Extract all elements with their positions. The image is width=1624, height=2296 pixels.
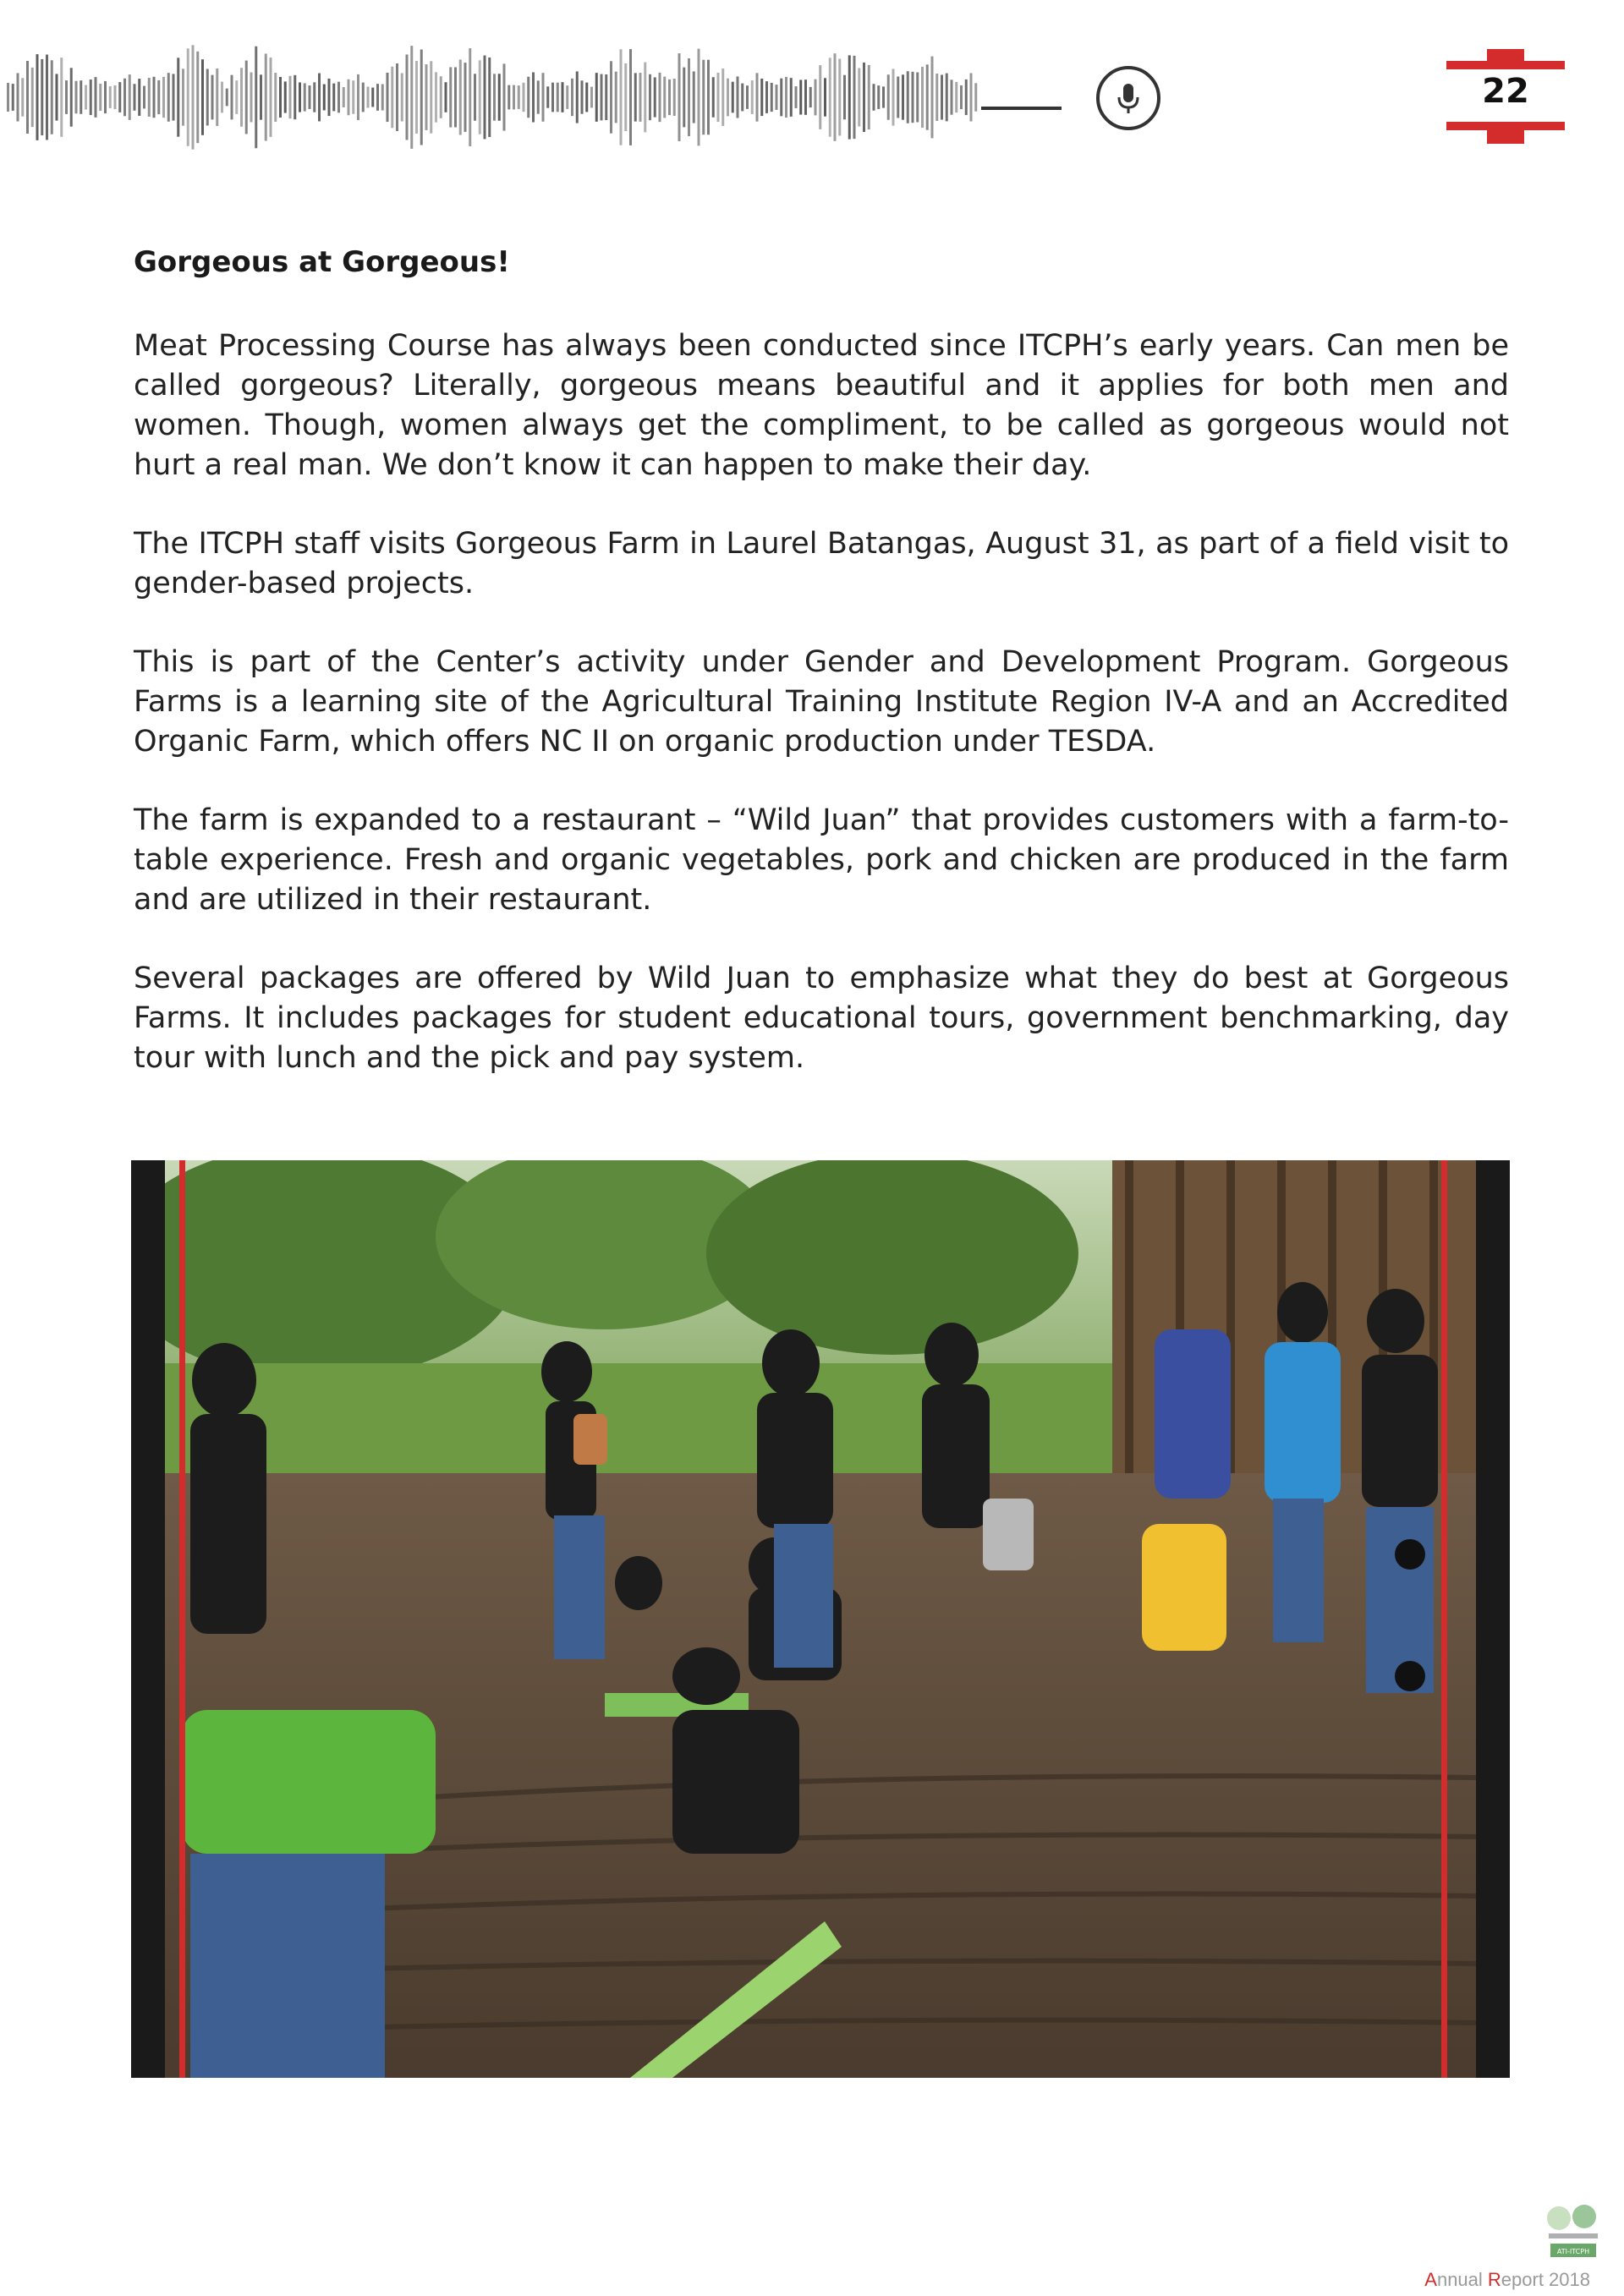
waveform-bar: [464, 63, 467, 132]
waveform-bar: [873, 84, 875, 111]
waveform-bar: [123, 79, 126, 116]
waveform-bar: [935, 74, 938, 121]
waveform-bar: [177, 58, 179, 136]
waveform-bar: [542, 73, 545, 122]
waveform-bar: [294, 75, 296, 119]
waveform-bar: [381, 84, 384, 110]
waveform-bar: [332, 84, 335, 112]
waveform-bar: [167, 73, 170, 122]
waveform-bar: [109, 86, 112, 108]
waveform-bar: [114, 85, 117, 109]
farm-visit-photo: [131, 1160, 1510, 2078]
waveform-bar: [425, 64, 428, 130]
waveform-bar: [488, 58, 491, 137]
waveform-bar: [459, 59, 462, 134]
waveform-bar: [523, 83, 525, 112]
waveform-bar: [537, 80, 540, 113]
waveform-bar: [274, 73, 277, 122]
waveform-bar: [17, 73, 19, 121]
waveform-bar: [75, 81, 78, 114]
waveform-bar: [868, 65, 870, 129]
waveform-bar: [221, 82, 223, 113]
waveform-bar: [571, 79, 573, 116]
waveform-bar: [941, 74, 943, 119]
waveform-bar: [85, 85, 87, 110]
waveform-bar: [634, 73, 637, 121]
waveform-bar: [352, 80, 354, 114]
waveform-bar: [410, 46, 413, 149]
waveform-bar: [36, 54, 39, 140]
waveform-bar: [727, 79, 729, 117]
waveform-bar: [902, 74, 904, 119]
waveform-bar: [430, 61, 432, 133]
waveform-bar: [780, 79, 782, 117]
waveform-bar: [815, 79, 817, 116]
waveform-bar: [474, 74, 476, 120]
waveform-bar: [216, 68, 218, 126]
waveform-bar: [848, 55, 851, 139]
waveform-bar: [498, 74, 501, 121]
waveform-bar: [328, 79, 331, 116]
waveform-bar: [31, 68, 34, 127]
waveform-bar: [760, 79, 763, 116]
page-number: 22: [1482, 72, 1529, 111]
waveform-bar: [765, 81, 768, 113]
waveform-bar: [503, 63, 506, 130]
waveform-bar: [12, 84, 14, 111]
waveform-bar: [610, 61, 612, 133]
waveform-bar: [401, 73, 403, 121]
photo-frame-dot: [1395, 1661, 1425, 1691]
waveform-bar: [566, 85, 568, 109]
waveform-bar: [853, 56, 856, 139]
waveform-bar: [585, 83, 588, 112]
waveform-bar: [21, 78, 24, 116]
article-paragraph: The ITCPH staff visits Gorgeous Farm in Laurel Batangas, August 31, as part of a field visit to gender-based projects.: [134, 527, 1509, 600]
report-label-r: R: [1487, 2269, 1501, 2290]
waveform-bar: [357, 74, 359, 120]
waveform-bar: [304, 83, 306, 111]
waveform-bar: [323, 85, 326, 111]
waveform-bar: [134, 84, 136, 111]
waveform-bar: [654, 77, 656, 117]
waveform-bar: [737, 76, 739, 118]
waveform-bar: [912, 72, 914, 123]
microphone-icon: [1096, 66, 1160, 130]
waveform-bar: [546, 86, 549, 107]
waveform-bar: [343, 87, 345, 107]
waveform-bar: [299, 82, 301, 112]
waveform-bar: [921, 67, 924, 128]
waveform-bar: [629, 49, 632, 145]
waveform-bar: [707, 60, 710, 135]
waveform-bar: [863, 63, 865, 132]
waveform-bar: [46, 55, 48, 140]
waveform-bar: [717, 73, 720, 122]
waveform-bar: [348, 79, 350, 116]
waveform-bar: [143, 86, 145, 109]
waveform-bar: [590, 87, 593, 108]
waveform-bar: [838, 59, 841, 136]
waveform-bar: [192, 45, 195, 149]
waveform-bar: [449, 67, 452, 127]
waveform-bar: [965, 79, 968, 115]
waveform-bar: [270, 58, 272, 137]
waveform-bar: [756, 73, 759, 121]
waveform-bar: [493, 74, 496, 120]
waveform-bar: [688, 58, 690, 136]
waveform-bar: [741, 84, 743, 112]
waveform-bar: [663, 77, 666, 118]
waveform-bar: [829, 58, 831, 136]
waveform-bar: [187, 48, 189, 146]
waveform-bar: [196, 52, 199, 143]
waveform-bar: [605, 74, 607, 120]
waveform-bar: [955, 82, 957, 112]
waveform-bar: [367, 87, 370, 108]
waveform-bar: [99, 84, 102, 111]
ati-itcph-logo: [1544, 2203, 1603, 2262]
waveform-bar: [712, 77, 715, 117]
waveform-bar: [892, 68, 895, 125]
waveform-bar: [601, 74, 603, 121]
photo-frame-red-line-right: [1441, 1160, 1447, 2078]
waveform-bar: [56, 74, 58, 120]
report-label-end: eport 2018: [1501, 2269, 1590, 2290]
waveform-bar: [211, 75, 214, 120]
waveform-bar: [387, 73, 389, 122]
waveform-bar: [721, 68, 724, 126]
article: [134, 245, 1509, 1117]
waveform-bar: [226, 89, 228, 107]
waveform-bar: [318, 74, 321, 122]
page-footer: [1387, 2203, 1607, 2288]
waveform-bar: [391, 67, 393, 129]
waveform-bar: [620, 49, 623, 145]
waveform-bar: [153, 77, 156, 118]
waveform-bar: [454, 67, 457, 127]
waveform-bar: [877, 85, 880, 109]
waveform-bar: [946, 74, 948, 122]
report-label-first: A: [1424, 2269, 1437, 2290]
waveform-bar: [173, 74, 175, 120]
waveform-bar: [396, 63, 398, 131]
waveform-bar: [162, 77, 165, 118]
waveform-bar: [776, 85, 778, 110]
waveform-bar: [644, 63, 646, 133]
waveform-bar: [532, 72, 535, 122]
article-heading: Gorgeous at Gorgeous!: [134, 245, 510, 279]
waveform-bar: [551, 83, 554, 112]
waveform-bar: [824, 78, 826, 116]
waveform-bar: [284, 81, 287, 112]
article-paragraph: Meat Processing Course has always been conducted since ITCPH’s early years. Can men be called gorgeous? Literally, gorgeous means beautiful and it applies for both men and women. Though, women always get the compliment, to be called as gorgeous would not hurt a real man. We don’t know it can happen to make their day.: [134, 329, 1509, 482]
waveform-bar: [897, 77, 899, 118]
waveform-bar: [858, 68, 860, 126]
waveform-bar: [279, 77, 282, 118]
waveform-bar: [479, 60, 481, 134]
waveform-bar: [702, 60, 705, 135]
waveform-bar: [557, 83, 559, 112]
report-label-mid: nnual: [1436, 2269, 1488, 2290]
waveform-bar: [260, 74, 262, 119]
photo-frame-dot: [1395, 1539, 1425, 1570]
article-paragraph: This is part of the Center’s activity under Gender and Development Program. Gorgeous Farms is a learning site of the Agricultural Training Institute Region IV-A and an Accredited Organic Farm, which offers NC II on organic production under TESDA.: [134, 645, 1509, 759]
badge-bottom-tab: [1487, 129, 1524, 144]
waveform-bar: [562, 82, 564, 112]
waveform-bar: [206, 68, 209, 125]
waveform-bar: [916, 73, 919, 123]
waveform-bar: [65, 80, 68, 114]
waveform-bar: [240, 68, 243, 126]
waveform-bar: [795, 86, 798, 108]
waveform-bar: [513, 85, 515, 110]
waveform-bar: [819, 65, 821, 129]
waveform-bar: [659, 73, 661, 122]
waveform-bar: [376, 84, 379, 111]
waveform-bar: [129, 74, 131, 120]
waveform-bar: [313, 82, 315, 112]
waveform-bar: [790, 78, 793, 117]
waveform-bar: [907, 71, 909, 123]
photo-scene: [165, 1160, 1476, 2078]
waveform-bar: [649, 74, 651, 120]
waveform-bar: [60, 58, 63, 137]
waveform-bar: [673, 79, 676, 116]
waveform-bar: [201, 59, 204, 135]
waveform-bar: [235, 80, 238, 114]
waveform-bar: [95, 77, 97, 118]
waveform-bar: [255, 47, 257, 148]
waveform-bar: [931, 57, 934, 139]
waveform-bar: [974, 83, 977, 111]
waveform-bar: [445, 82, 447, 112]
waveform-bar: [576, 71, 579, 123]
waveform-bar: [371, 88, 374, 107]
waveform-bar: [834, 53, 837, 141]
waveform-bar: [309, 85, 311, 109]
waveform-bar: [581, 80, 584, 113]
waveform-bar: [843, 75, 846, 120]
waveform-bar: [809, 87, 812, 107]
article-paragraph: The farm is expanded to a restaurant – “Wild Juan” that provides customers with a farm-to-table experience. Fresh and organic vegetables, pork and chicken are produced in the farm and are utilized in their restaurant.: [134, 803, 1509, 917]
waveform-bar: [7, 83, 9, 112]
waveform-bar: [406, 54, 409, 140]
waveform-bar: [70, 68, 73, 126]
waveform-bar: [595, 73, 598, 122]
page-header: [0, 0, 1624, 169]
photo-frame-red-line-left: [179, 1160, 185, 2078]
waveform-bar: [615, 72, 617, 123]
waveform-bar: [960, 85, 963, 109]
sound-waveform-icon: [0, 34, 1066, 161]
waveform-bar: [678, 53, 681, 141]
waveform-bar: [693, 71, 695, 123]
waveform-bar: [265, 53, 267, 140]
waveform-bar: [698, 49, 700, 146]
waveform-bar: [508, 85, 510, 110]
waveform-bar: [771, 83, 773, 112]
waveform-bar: [639, 73, 642, 122]
waveform-bar: [182, 68, 184, 125]
waveform-bar: [157, 80, 160, 114]
waveform-bar: [250, 73, 253, 123]
waveform-bar: [41, 59, 43, 135]
waveform-bar: [484, 56, 486, 140]
waveform-bar: [231, 75, 233, 120]
waveform-bar: [732, 82, 734, 113]
waveform-bar: [362, 83, 365, 112]
waveform-bar: [90, 79, 92, 115]
waveform-bar: [420, 49, 423, 145]
waveform-bar: [926, 64, 929, 129]
waveform-bar: [118, 82, 121, 112]
waveform-bar: [527, 77, 529, 118]
waveform-bar: [668, 79, 671, 115]
waveform-bar: [26, 61, 29, 134]
logo-text: ATI-ITCPH: [1556, 2248, 1590, 2255]
waveform-bar: [289, 76, 292, 118]
waveform-bar: [104, 81, 107, 113]
waveform-bar: [970, 73, 973, 121]
waveform-bar: [469, 48, 471, 146]
waveform-bar: [80, 80, 82, 114]
waveform-bar: [799, 79, 802, 114]
page-number-badge: [1446, 49, 1565, 134]
waveform-bar: [148, 78, 151, 117]
waveform-bar: [518, 85, 520, 109]
waveform-bar: [51, 60, 53, 134]
waveform-bar: [415, 61, 418, 134]
waveform-bar: [435, 72, 437, 122]
waveform-bar: [951, 79, 953, 114]
waveform-bar: [337, 82, 340, 113]
waveform-bar: [746, 85, 749, 109]
waveform-bar: [804, 79, 807, 115]
waveform-bar: [245, 61, 248, 134]
waveform-bar: [683, 68, 685, 128]
waveform-bar: [887, 74, 890, 120]
waveform-bar: [138, 79, 140, 116]
waveform-bar: [882, 86, 885, 107]
waveform-bar: [785, 77, 787, 118]
waveform-bar: [751, 80, 754, 114]
article-paragraph: Several packages are offered by Wild Juan to emphasize what they do best at Gorgeous Farms. It includes packages for student educational tours, government benchmarking, day tour with lunch and the pick and pay system.: [134, 962, 1509, 1075]
waveform-bar: [440, 76, 442, 118]
annual-report-label: [1424, 2269, 1590, 2291]
waveform-bar: [624, 63, 627, 131]
